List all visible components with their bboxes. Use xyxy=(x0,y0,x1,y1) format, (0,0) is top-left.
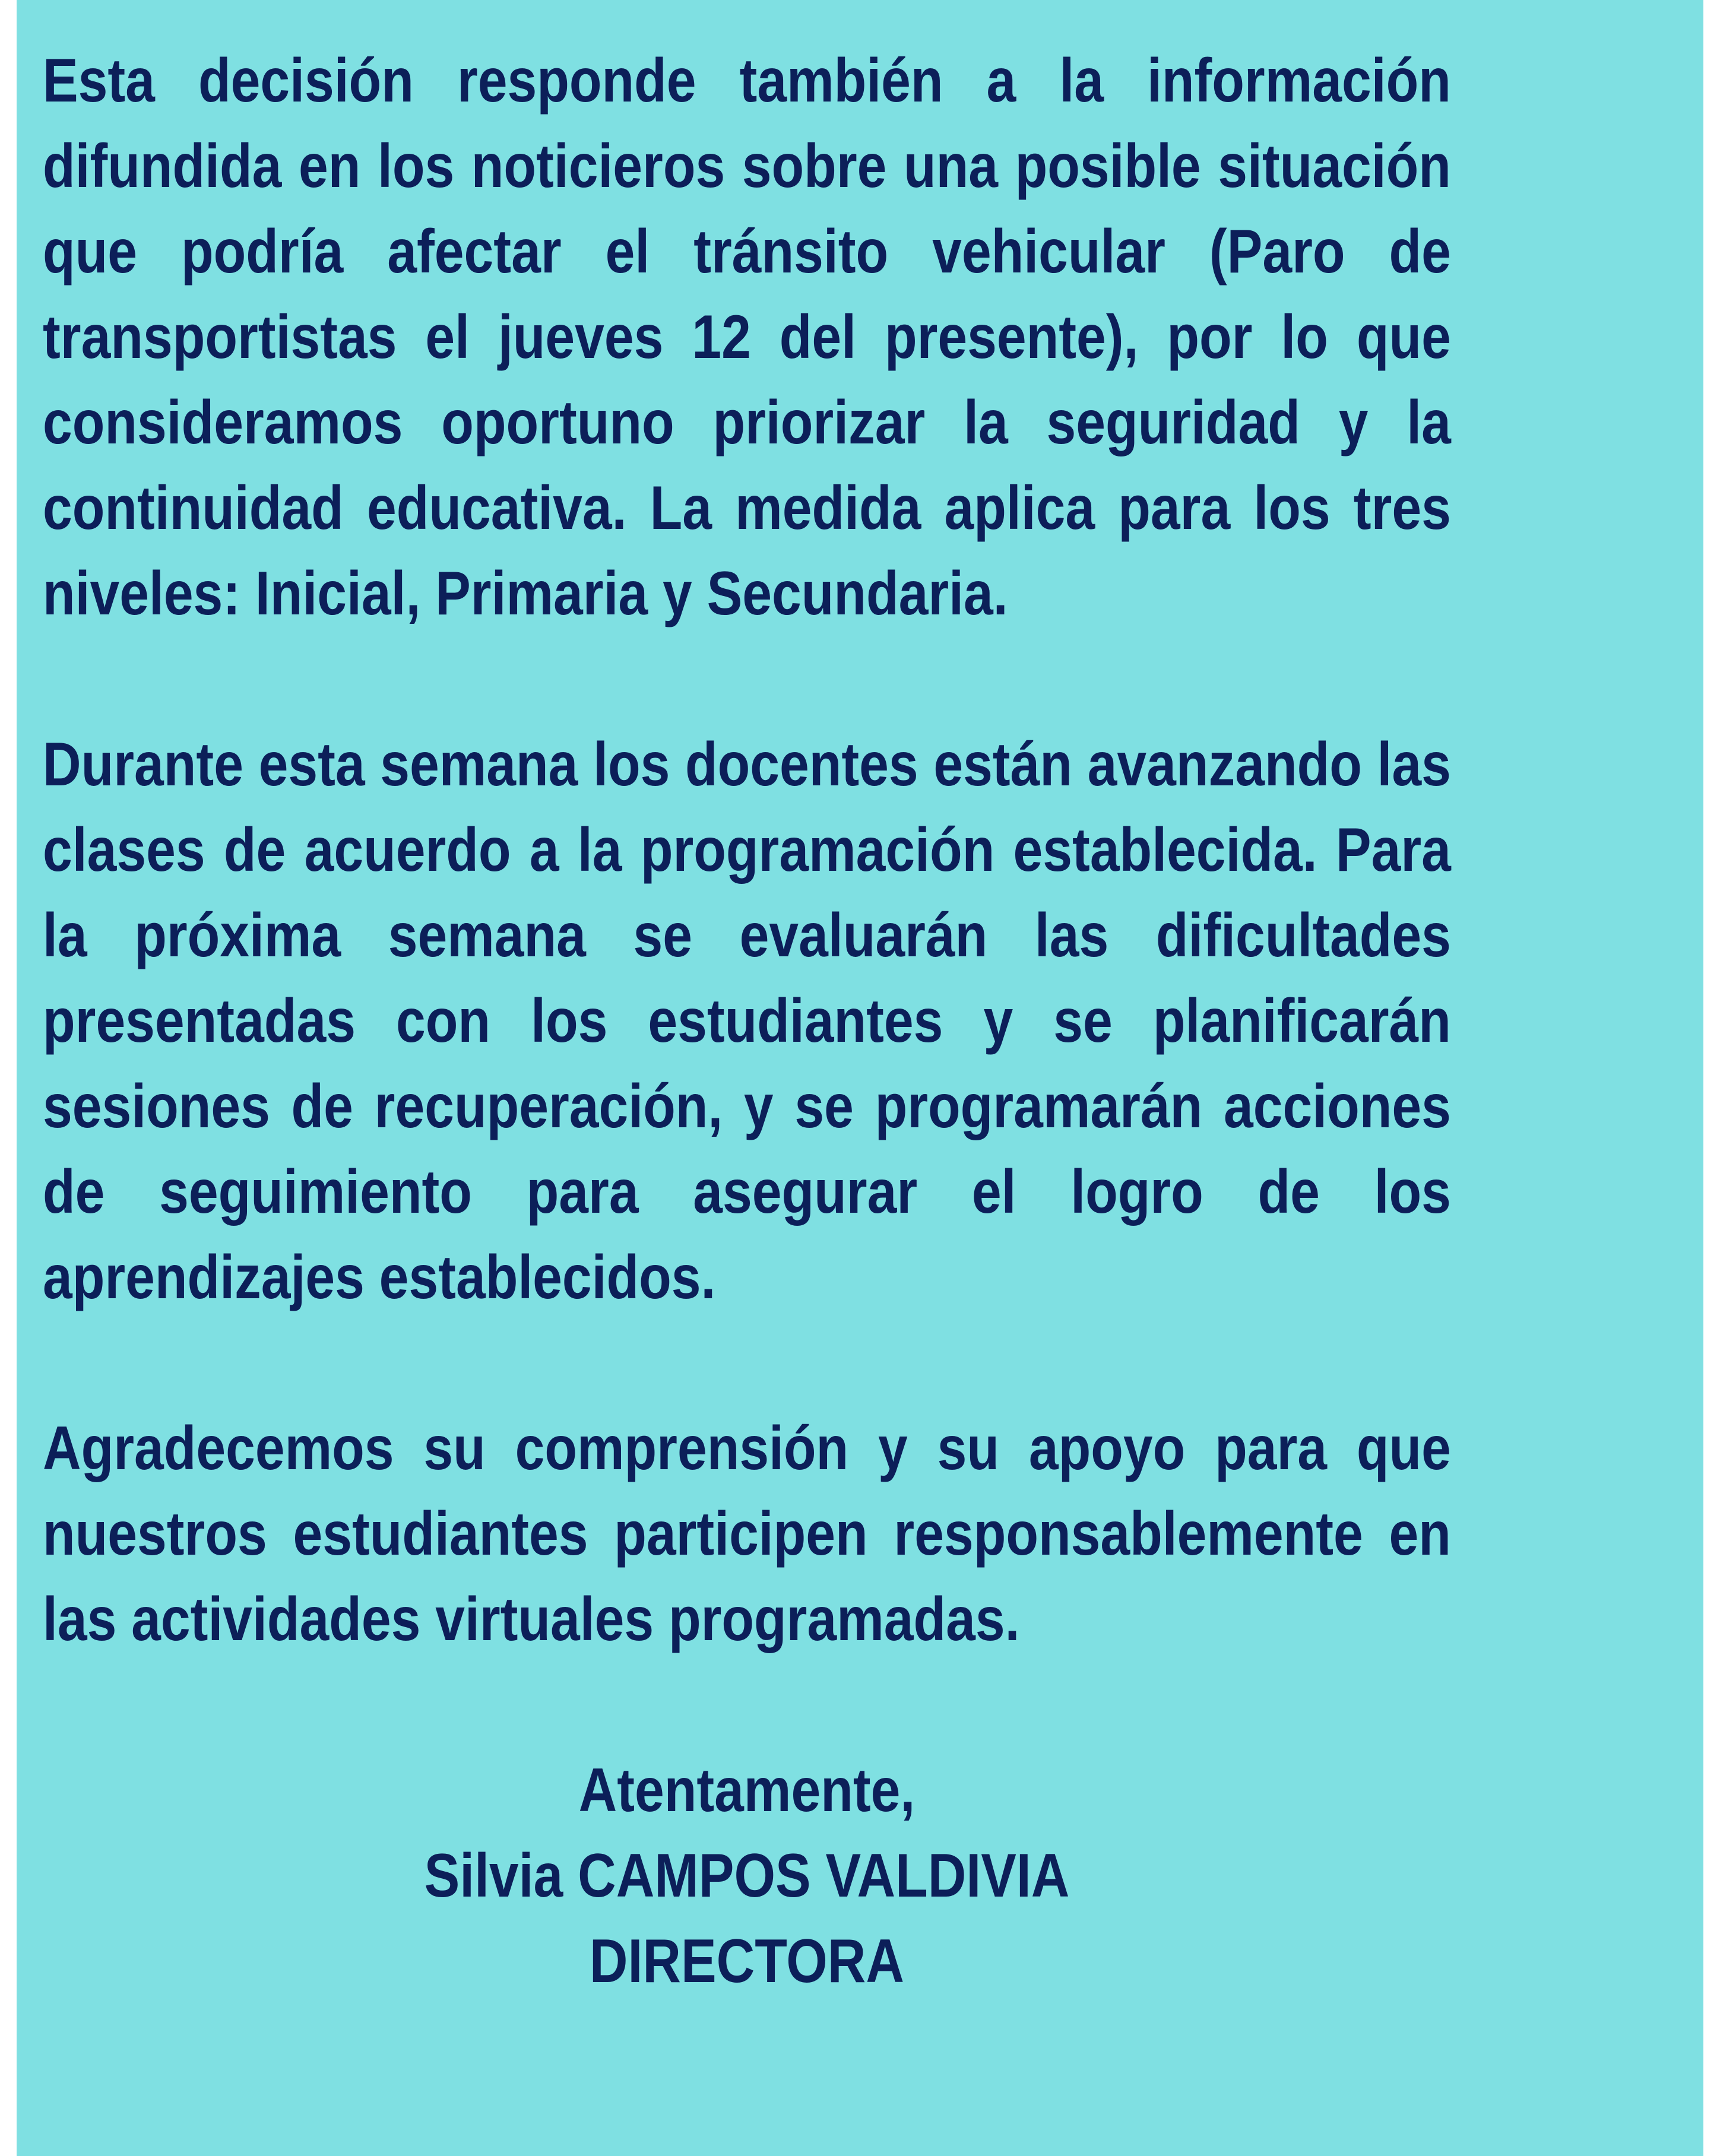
signature-block xyxy=(43,1748,1451,2004)
signer-title: DIRECTORA xyxy=(589,1927,904,1996)
letter-body xyxy=(43,38,1451,2004)
paragraph-classes: Durante esta semana los docentes están avanzando las clases de acuerdo a la programación establecida. Para la próxima semana se evaluarán las dificultades presentadas con los estudiantes y se planificarán sesiones de recuperación, y se programarán acciones de seguimiento para asegurar el logro de los aprendizajes establecidos. xyxy=(43,730,1451,1312)
signer-name: Silvia CAMPOS VALDIVIA xyxy=(424,1841,1070,1910)
letter-page xyxy=(17,0,1703,2156)
closing-text: Atentamente, xyxy=(578,1756,916,1825)
paragraph-decision: Esta decisión responde también a la información difundida en los noticieros sobre una posible situación que podría afectar el tránsito vehicular (Paro de transportistas el jueves 12 del presente), por lo que consideramos oportuno priorizar la seguridad y la continuidad educativa. La medida aplica para los tres niveles: Inicial, Primaria y Secundaria. xyxy=(43,46,1451,628)
paragraph-thanks: Agradecemos su comprensión y su apoyo para que nuestros estudiantes participen responsablemente en las actividades virtuales programadas. xyxy=(43,1414,1451,1654)
